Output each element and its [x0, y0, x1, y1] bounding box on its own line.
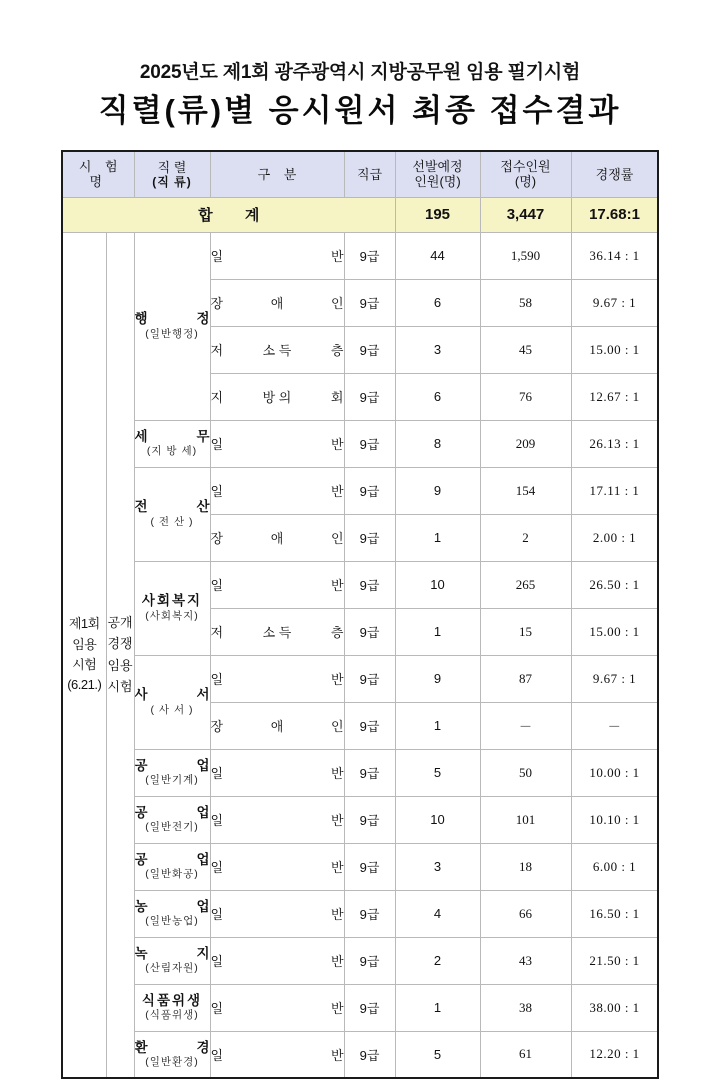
division-text [211, 763, 344, 782]
cell-applicants: 15 [480, 608, 571, 655]
series-main-left: 공 [134, 851, 148, 867]
cell-competition: － [571, 702, 658, 749]
division-left: 저 [210, 343, 224, 358]
cell-grade: 9급 [344, 420, 395, 467]
cell-planned: 1 [395, 608, 480, 655]
cell-grade: 9급 [344, 279, 395, 326]
cell-grade: 9급 [344, 561, 395, 608]
header-applicants-line2: (명) [514, 174, 537, 190]
division-right: 반 [330, 249, 344, 264]
series-main-left: 세 [134, 428, 148, 444]
header-planned [395, 151, 480, 197]
series-main-left: 환 [134, 1039, 148, 1055]
series-main [135, 429, 210, 445]
cell-applicants: 38 [480, 984, 571, 1031]
division-right: 반 [330, 578, 344, 593]
series-main-left: 공 [134, 757, 148, 773]
document-title: 직렬(류)별 응시원서 최종 접수결과 [98, 92, 622, 128]
cell-series [134, 467, 210, 561]
division-text [211, 857, 344, 876]
division-text [211, 528, 344, 547]
division-left: 일 [210, 860, 224, 875]
table-row [62, 232, 658, 279]
division-left: 일 [210, 578, 224, 593]
series-sub: (일반환경) [145, 1056, 199, 1069]
cell-series [134, 655, 210, 749]
cell-planned: 2 [395, 937, 480, 984]
header-division: 구 분 [210, 151, 344, 197]
division-text [211, 293, 344, 312]
header-applicants-line1: 접수인원 [500, 158, 551, 174]
division-right: 반 [330, 954, 344, 969]
total-row [62, 197, 658, 232]
series-sub: ( 사 서 ) [150, 703, 194, 716]
cell-competition: 9.67 : 1 [571, 279, 658, 326]
division-right: 층 [330, 625, 344, 640]
total-label: 합 계 [62, 197, 395, 232]
cell-planned: 1 [395, 984, 480, 1031]
series-main-right: 업 [196, 757, 210, 773]
cell-planned: 9 [395, 467, 480, 514]
cell-competition: 26.13 : 1 [571, 420, 658, 467]
cell-applicants: 265 [480, 561, 571, 608]
series-main-right: 정 [196, 311, 210, 327]
cell-applicants: 101 [480, 796, 571, 843]
division-text [211, 575, 344, 594]
cell-grade: 9급 [344, 890, 395, 937]
cell-series [134, 984, 210, 1031]
series-main: 식품위생 [141, 992, 203, 1008]
cell-competition: 38.00 : 1 [571, 984, 658, 1031]
series-main-left: 행 [134, 311, 148, 327]
division-right: 인 [330, 719, 344, 734]
series-main-left: 녹 [134, 945, 148, 961]
cell-division [210, 890, 344, 937]
division-left: 일 [210, 249, 224, 264]
cell-division [210, 749, 344, 796]
division-right: 반 [330, 1001, 344, 1016]
cell-division [210, 467, 344, 514]
header-applicants [480, 151, 571, 197]
cell-division [210, 843, 344, 890]
cell-grade: 9급 [344, 984, 395, 1031]
cell-division [210, 561, 344, 608]
division-right: 반 [330, 860, 344, 875]
division-right: 반 [330, 766, 344, 781]
series-main [135, 805, 210, 821]
cell-series [134, 1031, 210, 1078]
table-row [62, 843, 658, 890]
cell-grade: 9급 [344, 232, 395, 279]
document-subtitle: 2025년도 제1회 광주광역시 지방공무원 임용 필기시험 [139, 62, 581, 83]
total-planned: 195 [395, 197, 480, 232]
cell-competition: 10.00 : 1 [571, 749, 658, 796]
cell-competition: 10.10 : 1 [571, 796, 658, 843]
series-sub: (일반행정) [145, 327, 199, 340]
series-main [135, 899, 210, 915]
division-left: 장 [210, 719, 224, 734]
table-row [62, 890, 658, 937]
series-main [135, 311, 210, 327]
cell-competition: 21.50 : 1 [571, 937, 658, 984]
division-right: 인 [330, 531, 344, 546]
division-left: 일 [210, 766, 224, 781]
cell-exam-type: 공개경쟁임용시험 [106, 232, 134, 1078]
division-right: 반 [330, 907, 344, 922]
cell-series [134, 561, 210, 655]
cell-competition: 6.00 : 1 [571, 843, 658, 890]
division-text [211, 951, 344, 970]
series-sub: ( 전 산 ) [150, 515, 194, 528]
cell-competition: 15.00 : 1 [571, 608, 658, 655]
cell-grade: 9급 [344, 1031, 395, 1078]
cell-competition: 16.50 : 1 [571, 890, 658, 937]
division-text [211, 810, 344, 829]
series-main-right: 무 [196, 428, 210, 444]
cell-competition: 36.14 : 1 [571, 232, 658, 279]
title-block [0, 0, 720, 131]
series-main-left: 전 [134, 499, 148, 515]
exam-name-line: 시험 [72, 656, 97, 672]
series-sub: (일반전기) [145, 821, 199, 834]
results-table-wrapper [61, 150, 659, 1079]
division-center: 소 득 [262, 625, 292, 640]
cell-series [134, 843, 210, 890]
cell-planned: 3 [395, 843, 480, 890]
division-right: 반 [330, 672, 344, 687]
table-body [62, 197, 658, 1078]
cell-grade: 9급 [344, 796, 395, 843]
cell-planned: 1 [395, 514, 480, 561]
division-left: 장 [210, 296, 224, 311]
division-right: 인 [330, 296, 344, 311]
division-left: 일 [210, 672, 224, 687]
cell-applicants: 18 [480, 843, 571, 890]
table-row [62, 796, 658, 843]
cell-division [210, 796, 344, 843]
header-exam-name: 시 험 명 [62, 151, 134, 197]
division-left: 일 [210, 1047, 224, 1063]
cell-series [134, 937, 210, 984]
cell-series [134, 420, 210, 467]
cell-competition: 9.67 : 1 [571, 655, 658, 702]
cell-division [210, 655, 344, 702]
division-text [211, 1045, 344, 1064]
series-main-left: 농 [134, 898, 148, 914]
header-series-line2: (직 류) [152, 174, 192, 189]
exam-name-line: (6.21.) [67, 676, 102, 692]
division-text [211, 716, 344, 735]
table-row [62, 1031, 658, 1078]
cell-competition: 17.11 : 1 [571, 467, 658, 514]
cell-applicants: 76 [480, 373, 571, 420]
series-main-right: 경 [196, 1039, 210, 1055]
division-center: 애 [270, 531, 284, 546]
cell-grade: 9급 [344, 937, 395, 984]
division-text [211, 340, 344, 359]
cell-applicants: 61 [480, 1031, 571, 1078]
division-right: 반 [330, 437, 344, 452]
division-text [211, 246, 344, 265]
cell-planned: 44 [395, 232, 480, 279]
cell-applicants: 1,590 [480, 232, 571, 279]
cell-planned: 1 [395, 702, 480, 749]
cell-division [210, 373, 344, 420]
division-left: 일 [210, 437, 224, 452]
series-main [135, 852, 210, 868]
division-text [211, 434, 344, 453]
cell-division [210, 420, 344, 467]
cell-series [134, 232, 210, 420]
division-left: 일 [210, 813, 224, 828]
series-sub: (식품위생) [145, 1009, 199, 1022]
table-row [62, 561, 658, 608]
cell-applicants: 50 [480, 749, 571, 796]
table-row [62, 655, 658, 702]
cell-planned: 9 [395, 655, 480, 702]
series-main: 사회복지 [141, 593, 203, 609]
division-left: 장 [210, 531, 224, 546]
cell-division [210, 1031, 344, 1078]
cell-grade: 9급 [344, 514, 395, 561]
table-row [62, 749, 658, 796]
division-center: 애 [270, 296, 284, 311]
cell-grade: 9급 [344, 326, 395, 373]
series-main-right: 산 [196, 499, 210, 515]
division-left: 일 [210, 1001, 224, 1016]
cell-division [210, 702, 344, 749]
series-sub: (산림자원) [145, 962, 199, 975]
exam-name-line: 임용 [72, 636, 97, 652]
cell-grade: 9급 [344, 467, 395, 514]
series-sub: (일반농업) [145, 915, 199, 928]
table-row [62, 420, 658, 467]
table-row [62, 937, 658, 984]
cell-applicants: 43 [480, 937, 571, 984]
cell-competition: 15.00 : 1 [571, 326, 658, 373]
division-text [211, 904, 344, 923]
series-sub: (사회복지) [145, 609, 199, 622]
series-main [135, 687, 210, 703]
division-text [211, 387, 344, 406]
series-main [135, 946, 210, 962]
series-main-left: 공 [134, 804, 148, 820]
table-row [62, 984, 658, 1031]
division-center: 소 득 [262, 343, 292, 358]
header-grade: 직급 [344, 151, 395, 197]
header-planned-line2: 인원(명) [414, 174, 461, 190]
division-left: 일 [210, 954, 224, 969]
division-right: 층 [330, 343, 344, 358]
series-sub: (일반화공) [145, 868, 199, 881]
series-main [135, 1040, 210, 1056]
cell-applicants: 154 [480, 467, 571, 514]
cell-series [134, 890, 210, 937]
series-main [135, 499, 210, 515]
division-center: 애 [270, 719, 284, 734]
header-series-line1: 직 렬 [157, 159, 187, 175]
header-planned-line1: 선발예정 [412, 158, 463, 174]
cell-competition: 12.67 : 1 [571, 373, 658, 420]
series-main-right: 업 [196, 851, 210, 867]
division-text [211, 669, 344, 688]
series-main [135, 758, 210, 774]
cell-division [210, 937, 344, 984]
cell-division [210, 984, 344, 1031]
cell-planned: 6 [395, 373, 480, 420]
series-sub: (일반기계) [145, 774, 199, 787]
cell-applicants: 45 [480, 326, 571, 373]
cell-grade: 9급 [344, 373, 395, 420]
cell-competition: 26.50 : 1 [571, 561, 658, 608]
cell-series [134, 796, 210, 843]
cell-planned: 6 [395, 279, 480, 326]
division-left: 일 [210, 484, 224, 499]
cell-exam-name [62, 232, 106, 1078]
header-competition: 경쟁률 [571, 151, 658, 197]
cell-planned: 3 [395, 326, 480, 373]
division-right: 회 [330, 390, 344, 405]
division-right: 반 [330, 813, 344, 828]
series-main-right: 서 [196, 687, 210, 703]
cell-division [210, 608, 344, 655]
exam-name-line: 제1회 [68, 616, 100, 632]
series-main-left: 사 [134, 687, 148, 703]
cell-division [210, 514, 344, 561]
division-left: 저 [210, 625, 224, 640]
cell-grade: 9급 [344, 749, 395, 796]
series-main-right: 업 [196, 804, 210, 820]
cell-competition: 12.20 : 1 [571, 1031, 658, 1078]
results-table [61, 150, 659, 1079]
header-row [62, 151, 658, 197]
header-series [134, 151, 210, 197]
cell-division [210, 326, 344, 373]
division-center: 방 의 [262, 390, 292, 405]
cell-grade: 9급 [344, 608, 395, 655]
division-text [211, 481, 344, 500]
division-right: 반 [330, 484, 344, 499]
series-main-right: 업 [196, 898, 210, 914]
total-competition: 17.68:1 [571, 197, 658, 232]
cell-applicants: 209 [480, 420, 571, 467]
cell-division [210, 279, 344, 326]
cell-planned: 5 [395, 749, 480, 796]
cell-applicants: 66 [480, 890, 571, 937]
cell-competition: 2.00 : 1 [571, 514, 658, 561]
division-left: 일 [210, 907, 224, 922]
cell-grade: 9급 [344, 843, 395, 890]
cell-grade: 9급 [344, 655, 395, 702]
table-row [62, 467, 658, 514]
division-text [211, 998, 344, 1017]
cell-division [210, 232, 344, 279]
cell-planned: 10 [395, 561, 480, 608]
cell-planned: 10 [395, 796, 480, 843]
division-right: 반 [330, 1047, 344, 1063]
table-header [62, 151, 658, 197]
division-left: 지 [210, 390, 224, 405]
division-text [211, 622, 344, 641]
total-applicants: 3,447 [480, 197, 571, 232]
cell-applicants: 87 [480, 655, 571, 702]
cell-planned: 4 [395, 890, 480, 937]
series-sub: (지 방 세) [146, 445, 198, 458]
cell-planned: 5 [395, 1031, 480, 1078]
cell-applicants: － [480, 702, 571, 749]
cell-applicants: 58 [480, 279, 571, 326]
cell-grade: 9급 [344, 702, 395, 749]
series-main-right: 지 [196, 945, 210, 961]
cell-planned: 8 [395, 420, 480, 467]
cell-applicants: 2 [480, 514, 571, 561]
cell-series [134, 749, 210, 796]
